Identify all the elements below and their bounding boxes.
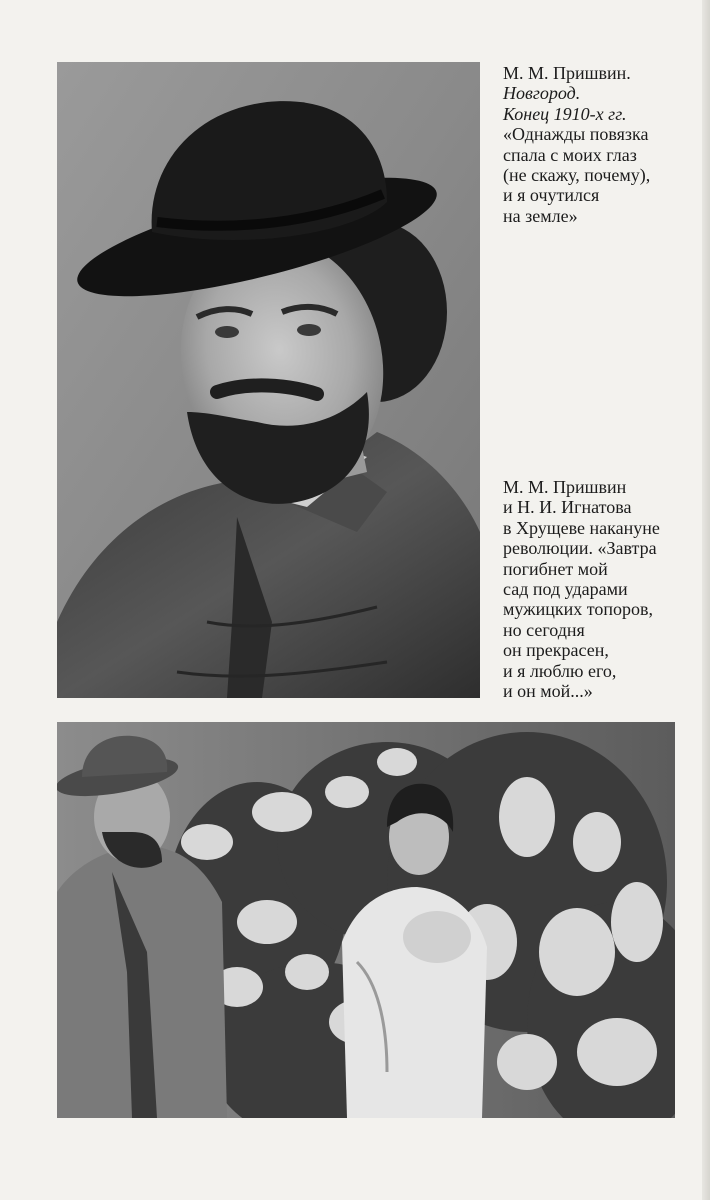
caption-quote-line: спала с моих глаз: [503, 144, 637, 165]
man-in-hat-portrait-icon: [57, 62, 480, 698]
caption-quote-line: (не скажу, почему),: [503, 165, 651, 186]
man-and-woman-among-lilacs-icon: [57, 722, 675, 1118]
caption-place: Новгород.: [503, 83, 581, 104]
caption-line: М. М. Пришвин: [503, 477, 627, 497]
caption-line: революции. «Завтра: [503, 538, 657, 559]
lilacs-photo: [57, 722, 675, 1118]
caption-quote-line: «Однажды повязка: [503, 124, 649, 145]
caption-line: но сегодня: [503, 619, 585, 640]
caption-quote-line: и я очутился: [503, 185, 600, 206]
portrait-caption: [503, 63, 703, 226]
caption-line: сад под ударами: [503, 579, 628, 600]
caption-line: и я люблю его,: [503, 660, 617, 681]
caption-line: он прекрасен,: [503, 640, 609, 661]
caption-line: погибнет мой: [503, 558, 608, 579]
caption-name: М. М. Пришвин.: [503, 63, 631, 83]
caption-quote-line: на земле»: [503, 205, 578, 226]
caption-line: мужицких топоров,: [503, 599, 653, 620]
caption-line: и Н. И. Игнатова: [503, 497, 632, 518]
caption-line: в Хрущеве накануне: [503, 517, 660, 538]
portrait-photo: [57, 62, 480, 698]
page-edge: [702, 0, 710, 1200]
caption-line: и он мой...»: [503, 681, 593, 702]
caption-date: Конец 1910-х гг.: [503, 103, 627, 124]
lilacs-caption: [503, 477, 703, 701]
